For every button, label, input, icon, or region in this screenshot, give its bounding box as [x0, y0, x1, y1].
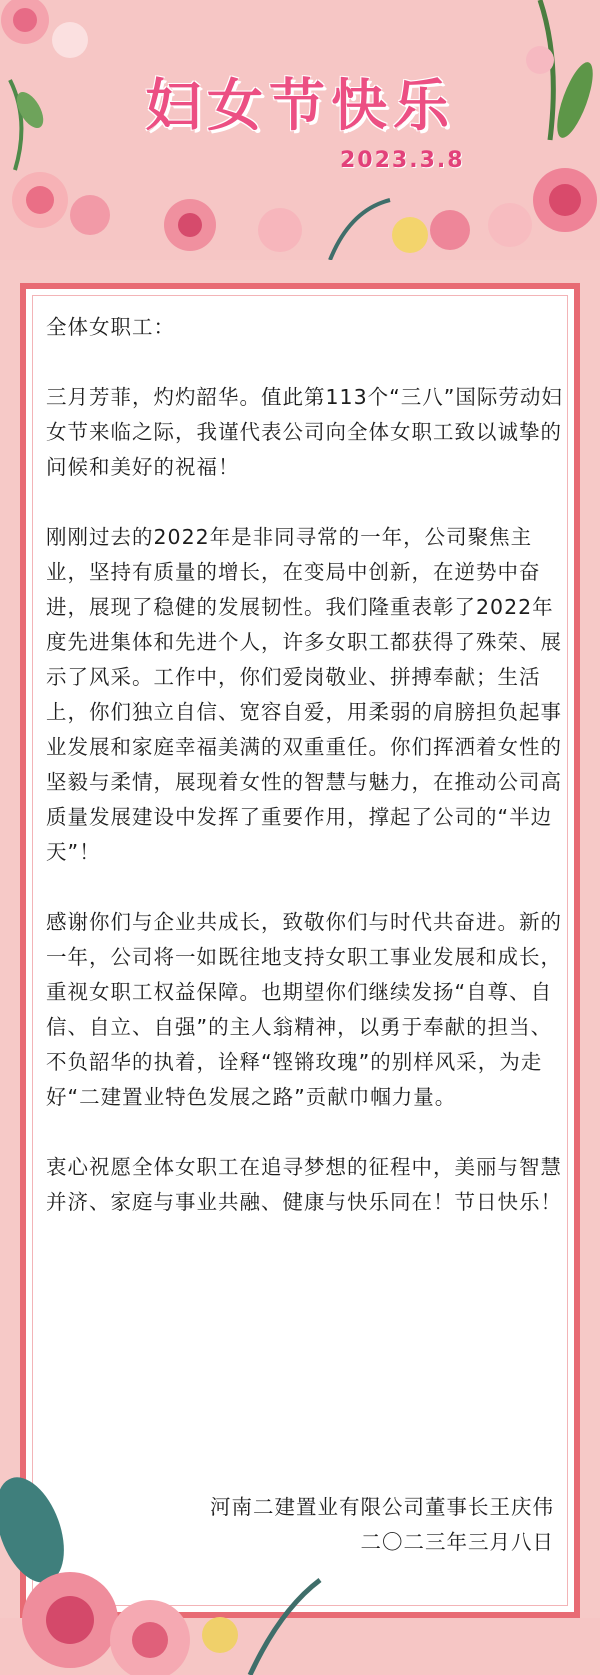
header-date: 2023.3.8 [340, 148, 465, 173]
header-banner [0, 0, 600, 260]
letter-paragraph-2: 刚刚过去的2022年是非同寻常的一年，公司聚焦主业，坚持有质量的增长，在变局中创新，在逆势中奋进，展现了稳健的发展韧性。我们隆重表彰了2022年度先进集体和先进个人，许多女职工都获得了殊荣、展示了风采。工作中，你们爱岗敬业、拼搏奉献；生活上，你们独立自信、宽容自爱，用柔弱的肩膀担负起事业发展和家庭幸福美满的双重重任。你们挥洒着女性的坚毅与柔情，展现着女性的智慧与魅力，在推动公司高质量发展建设中发挥了重要作用，撑起了公司的“半边天”！ [46, 525, 562, 864]
flower-decoration-top-middle [150, 190, 470, 260]
letter-paragraph-1: 三月芳菲，灼灼韶华。值此第113个“三八”国际劳动妇女节来临之际，我谨代表公司向全体女职工致以诚挚的问候和美好的祝福！ [46, 385, 563, 479]
page-title: 妇女节快乐 [145, 74, 455, 139]
letter-salutation: 全体女职工： [46, 315, 175, 339]
signature-date: 二〇二三年三月八日 [360, 1530, 554, 1554]
letter-paragraph-4: 衷心祝愿全体女职工在追寻梦想的征程中，美丽与智慧并济、家庭与事业共融、健康与快乐同在！节日快乐！ [46, 1155, 562, 1214]
letter-body [46, 310, 566, 1255]
letter-paragraph-3: 感谢你们与企业共成长，致敬你们与时代共奋进。新的一年，公司将一如既往地支持女职工事业发展和成长，重视女职工权益保障。也期望你们继续发扬“自尊、自信、自立、自强”的主人翁精神，以勇于奉献的担当、不负韶华的执着，诠释“铿锵玫瑰”的别样风采，为走好“二建置业特色发展之路”贡献巾帼力量。 [46, 910, 562, 1109]
flower-decoration-bottom-left [0, 1470, 340, 1675]
signature-name: 河南二建置业有限公司董事长王庆伟 [210, 1495, 554, 1519]
